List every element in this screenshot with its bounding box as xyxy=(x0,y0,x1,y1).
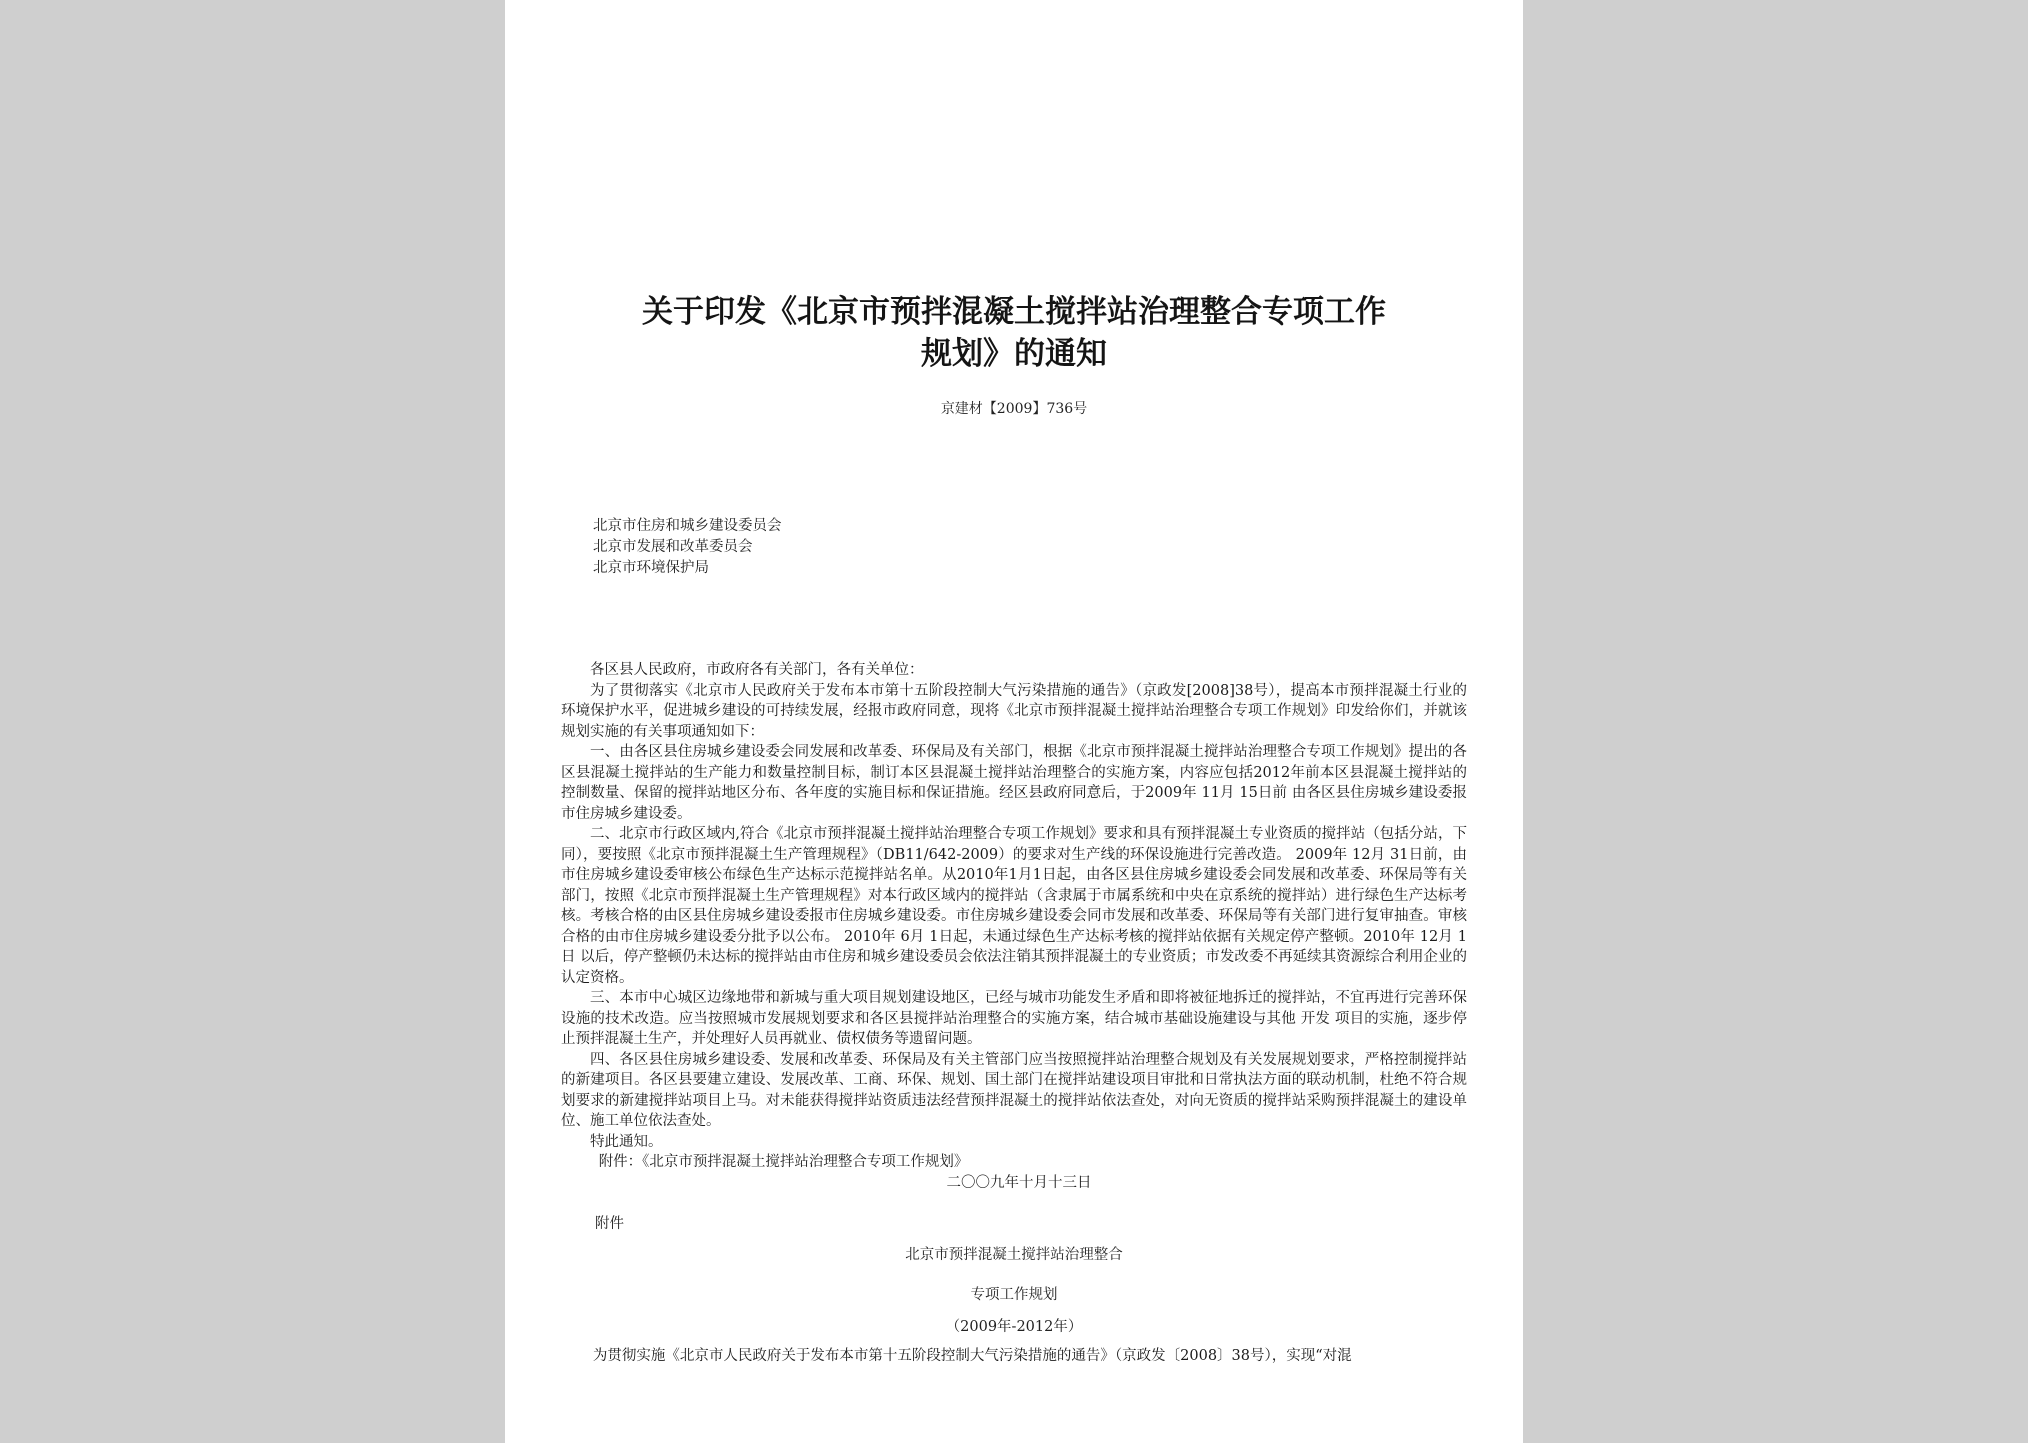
issuer-2: 北京市发展和改革委员会 xyxy=(593,539,753,555)
document-date: 二〇〇九年十月十三日 xyxy=(946,1174,1092,1191)
issuer-list xyxy=(593,516,782,579)
plan-intro-text: 为贯彻实施《北京市人民政府关于发布本市第十五阶段控制大气污染措施的通告》（京政发〔2008〕38号），实现“对混 xyxy=(592,1348,1352,1364)
document-title-line2: 规划》的通知 xyxy=(921,336,1107,372)
document-title-line1: 关于印发《北京市预拌混凝土搅拌站治理整合专项工作 xyxy=(642,294,1386,330)
attachment-line: 附件：《北京市预拌混凝土搅拌站治理整合专项工作规划》 xyxy=(598,1154,969,1170)
attachment-heading: 附件 xyxy=(595,1216,624,1232)
plan-period: （2009年-2012年） xyxy=(945,1319,1083,1335)
document-page xyxy=(505,0,1523,1443)
paragraph-1: 一、由各区县住房城乡建设委会同发展和改革委、环保局及有关部门，根据《北京市预拌混凝土搅拌站治理整合专项工作规划》提出的各区县混凝土搅拌站的生产能力和数量控制目标，制订本区县混凝土搅拌站治理整合的实施方案，内容应包括2012年前本区县混凝土搅拌站的控制数量、保留的搅拌站地区分布、各年度的实施目标和保证措施。经区县政府同意后，于2009年 11月 15日前 由各区县住房城乡建设委报市住房城乡建设委。 xyxy=(561,744,1467,822)
document-body xyxy=(561,660,1467,1193)
plan-title-line1: 北京市预拌混凝土搅拌站治理整合 xyxy=(905,1247,1123,1263)
document-number: 京建材【2009】736号 xyxy=(940,401,1088,417)
addressee: 各区县人民政府，市政府各有关部门，各有关单位： xyxy=(590,662,924,678)
paragraph-4: 四、各区县住房城乡建设委、发展和改革委、环保局及有关主管部门应当按照搅拌站治理整合规划及有关发展规划要求，严格控制搅拌站的新建项目。各区县要建立建设、发展改革、工商、环保、规划、国土部门在搅拌站建设项目审批和日常执法方面的联动机制，杜绝不符合规划要求的新建搅拌站项目上马。对未能获得搅拌站资质违法经营预拌混凝土的搅拌站依法查处，对向无资质的搅拌站采购预拌混凝土的建设单位、施工单位依法查处。 xyxy=(561,1051,1467,1129)
closing-line: 特此通知。 xyxy=(590,1133,663,1150)
issuer-3: 北京市环境保护局 xyxy=(593,560,709,576)
issuer-1: 北京市住房和城乡建设委员会 xyxy=(593,518,782,534)
paragraph-3: 三、本市中心城区边缘地带和新城与重大项目规划建设地区，已经与城市功能发生矛盾和即将被征地拆迁的搅拌站，不宜再进行完善环保设施的技术改造。应当按照城市发展规划要求和各区县搅拌站治理整合的实施方案，结合城市基础设施建设与其他 开发 项目的实施，逐步停止预拌混凝土生产，并处理好人员再就业、债权债务等遗留问题。 xyxy=(561,990,1467,1047)
plan-title-line2: 专项工作规划 xyxy=(970,1287,1058,1303)
paragraph-intro: 为了贯彻落实《北京市人民政府关于发布本市第十五阶段控制大气污染措施的通告》（京政发[2008]38号），提高本市预拌混凝土行业的环境保护水平，促进城乡建设的可持续发展，经报市政府同意，现将《北京市预拌混凝土搅拌站治理整合专项工作规划》印发给你们，并就该规划实施的有关事项通知如下： xyxy=(561,682,1467,740)
paragraph-2: 二、北京市行政区域内,符合《北京市预拌混凝土搅拌站治理整合专项工作规划》要求和具有预拌混凝土专业资质的搅拌站（包括分站，下同），要按照《北京市预拌混凝土生产管理规程》（DB11/642-2009）的要求对生产线的环保设施进行完善改造。 2009年 12月 31日前，由市住房城乡建设委审核公布绿色生产达标示范搅拌站名单。从2010年1月1日起，由各区县住房城乡建设委会同发展和改革委、环保局等有关部门，按照《北京市预拌混凝土生产管理规程》对本行政区域内的搅拌站（含隶属于市属系统和中央在京系统的搅拌站）进行绿色生产达标考核。考核合格的由区县住房城乡建设委报市住房城乡建设委。市住房城乡建设委会同市发展和改革委、环保局等有关部门进行复审抽查。审核合格的由市住房城乡建设委分批予以公布。 2010年 6月 1日起，未通过绿色生产达标考核的搅拌站依据有关规定停产整顿。2010年 12月 1日 以后，停产整顿仍未达标的搅拌站由市住房和城乡建设委员会依法注销其预拌混凝土的专业资质；市发改委不再延续其资源综合利用企业的认定资格。 xyxy=(561,826,1467,986)
